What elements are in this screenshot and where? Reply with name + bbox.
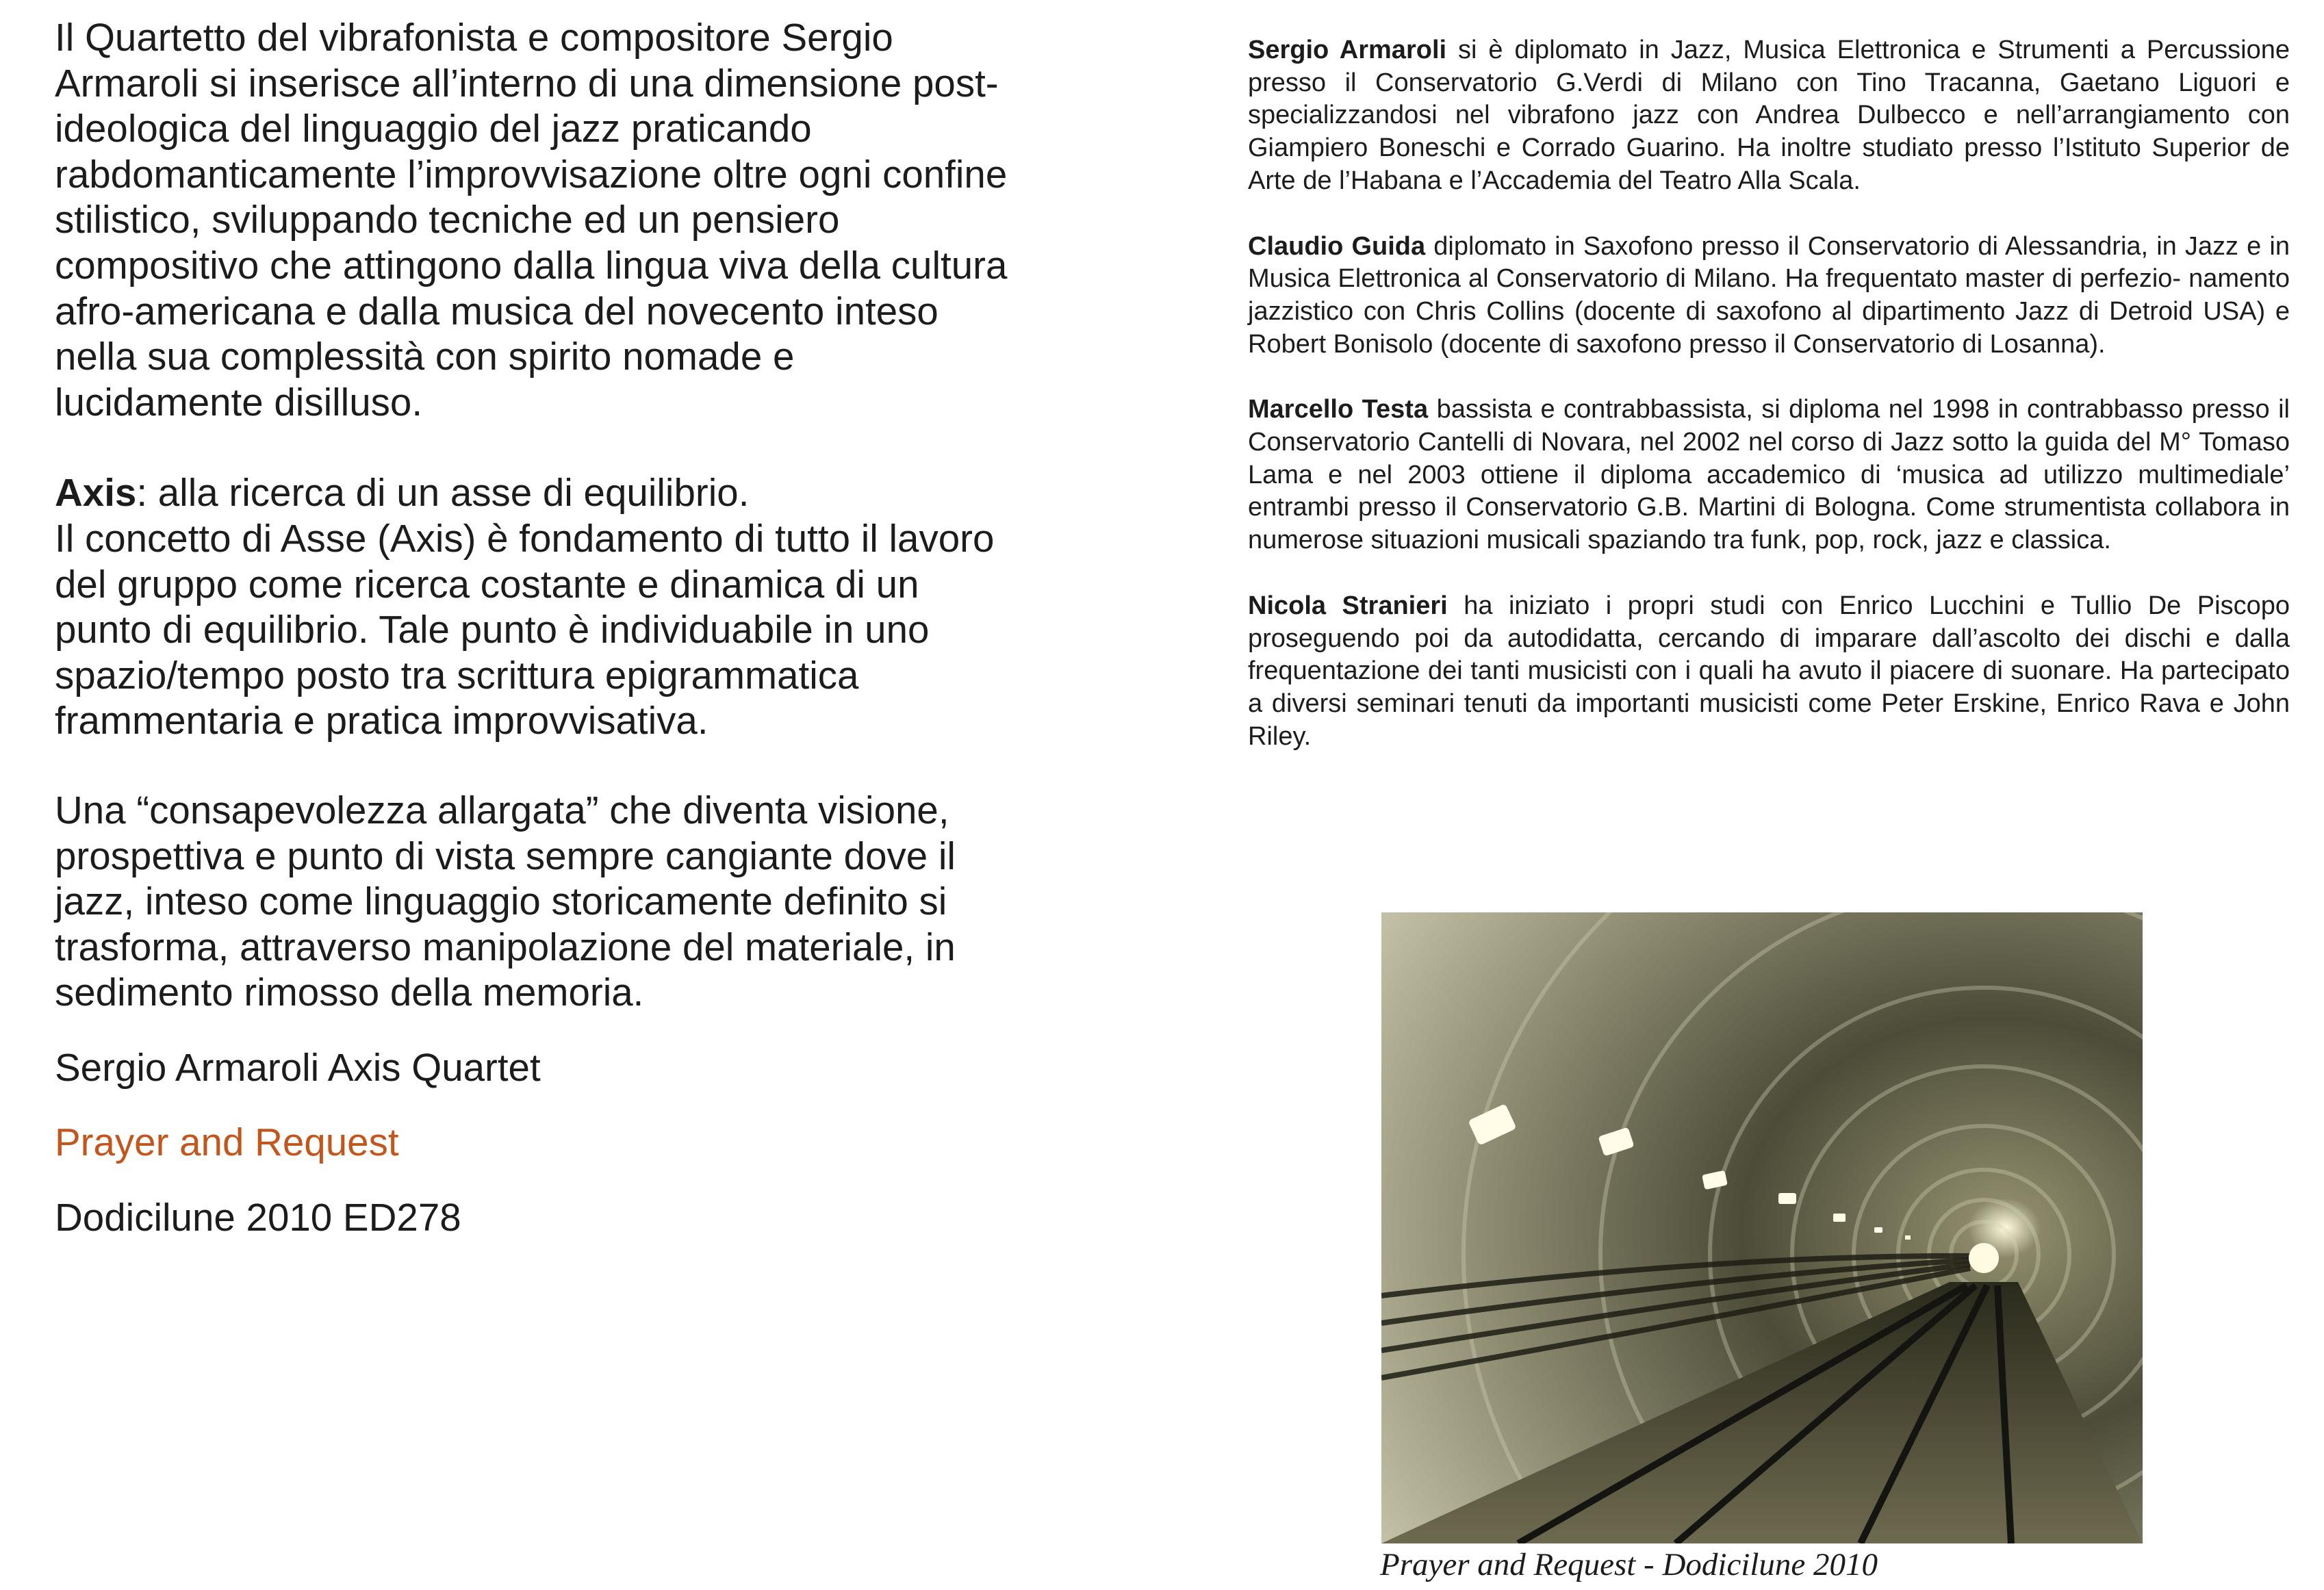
bio-text: diplomato in Saxofono presso il Conservatorio di Alessandria, in Jazz e in Musica Elettronica al Conservatorio di Milano. Ha frequentato master di perfezio- namento jazzistico con Chris Collins (docente di saxofono al dipartimento Jazz di Detroid USA) e Robert Bonisolo (docente di saxofono presso il Conservatorio di Losanna). — [1248, 231, 2290, 359]
photo-caption: Prayer and Request - Dodicilune 2010 — [1380, 1547, 1878, 1582]
bio-marcello-testa — [1248, 394, 2290, 557]
axis-body: Il concetto di Asse (Axis) è fondamento di tutto il lavoro del gruppo come ricerca costante e dinamica di un punto di equilibrio. Tale punto è individuabile in uno spazio/tempo posto tra scrittura epigrammatica frammentaria e pratica improvvisativa. — [55, 516, 995, 743]
bio-name: Nicola Stranieri — [1248, 591, 1448, 620]
album-title: Prayer and Request — [55, 1120, 399, 1164]
tunnel-illustration — [1381, 912, 2143, 1543]
release-info: Dodicilune 2010 ED278 — [55, 1196, 461, 1240]
bio-text: bassista e contrabbassista, si diploma nel 1998 in contrabbasso presso il Conservatorio Cantelli di Novara, nel 2002 nel corso di Jazz sotto la guida del M° Tomaso Lama e nel 2003 ottiene il diploma accademico di ‘musica ad utilizzo multimediale’ entrambi presso il Conservatorio G.B. Martini di Bologna. Come strumentista collabora in numerose situazioni musicali spaziando tra funk, pop, rock, jazz e classica. — [1248, 395, 2290, 555]
vision-paragraph: Una “consapevolezza allargata” che diventa visione, prospettiva e punto di vista sempre cangiante dove il jazz, inteso come linguaggio storicamente definito si trasforma, attraverso manipolazione del materiale, in sedimento rimosso della memoria. — [55, 788, 956, 1014]
biographies-column — [1248, 34, 2290, 786]
bio-nicola-stranieri — [1248, 590, 2290, 754]
bio-name: Sergio Armaroli — [1248, 36, 1447, 64]
bio-text: ha iniziato i propri studi con Enrico Lucchini e Tullio De Piscopo proseguendo poi da autodidatta, cercando di imparare dall’ascolto dei dischi e dalla frequentazione dei tanti musicisti con i quali ha avuto il piacere di suonare. Ha partecipato a diversi seminari tenuti da importanti musicisti come Peter Erskine, Enrico Rava e John Riley. — [1248, 591, 2290, 751]
liner-notes-column — [55, 15, 1013, 1241]
bio-text: si è diplomato in Jazz, Musica Elettronica e Strumenti a Percussione presso il Conservatorio G.Verdi di Milano con Tino Tracanna, Gaetano Liguori e specializzandosi nel vibrafono jazz con Andrea Dulbecco e nell’arrangiamento con Giampiero Boneschi e Corrado Guarino. Ha inoltre studiato presso l’Istituto Superior de Arte de l’Habana e l’Accademia del Teatro Alla Scala. — [1248, 36, 2290, 195]
group-name: Sergio Armaroli Axis Quartet — [55, 1045, 541, 1089]
bio-claudio-guida — [1248, 231, 2290, 361]
bio-name: Claudio Guida — [1248, 231, 1426, 261]
intro-paragraph: Il Quartetto del vibrafonista e compositore Sergio Armaroli si inserisce all’interno di una dimensione post-ideologica del linguaggio del jazz praticando rabdomanticamente l’improvvisazione oltre ogni confine stilistico, sviluppando tecniche ed un pensiero compositivo che attingono dalla lingua viva della cultura afro-americana e dalla musica del novecento inteso nella sua complessità con spirito nomade e lucidamente disilluso. — [55, 16, 1008, 424]
axis-tagline: : alla ricerca di un asse di equilibrio. — [136, 471, 750, 515]
axis-paragraph — [55, 470, 1013, 744]
bio-sergio-armaroli — [1248, 34, 2290, 198]
tunnel-photo — [1381, 912, 2143, 1543]
axis-term: Axis — [55, 471, 137, 515]
bio-name: Marcello Testa — [1248, 395, 1429, 424]
